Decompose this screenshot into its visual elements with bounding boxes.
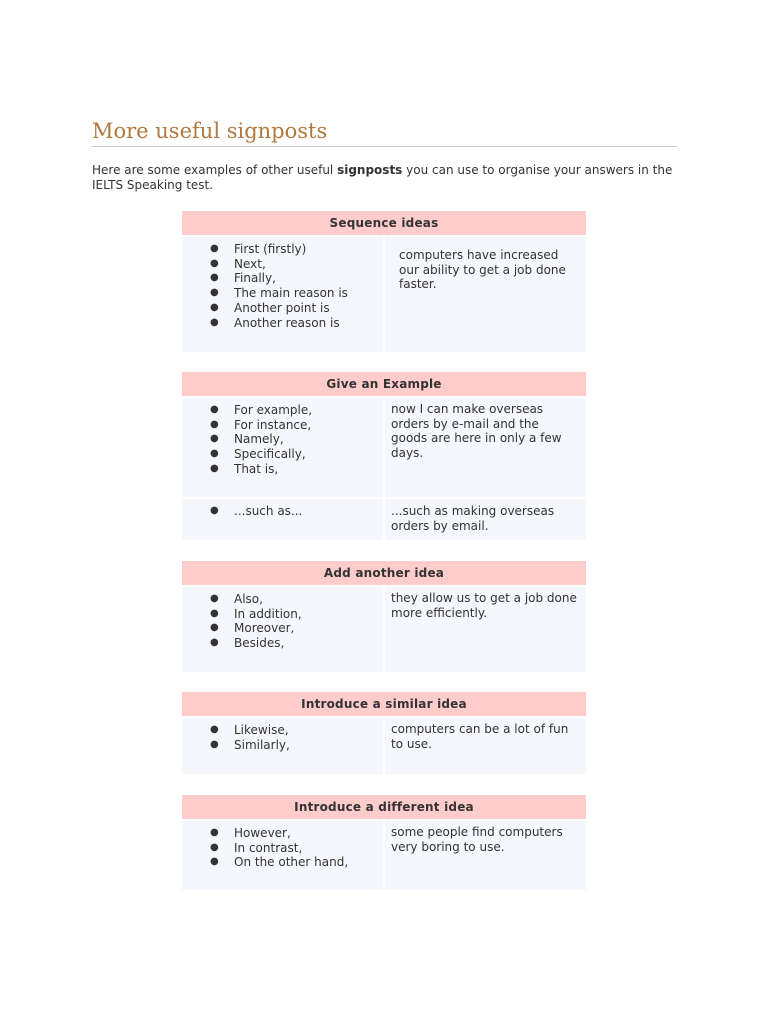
intro-text-start: Here are some examples of other useful (92, 163, 338, 177)
signpost-list-cell (182, 499, 383, 540)
list-item: ● For instance, (210, 417, 312, 432)
bullet-icon: ● (210, 827, 219, 838)
list-item: ● In contrast, (210, 840, 303, 855)
list-item: ● However, (210, 826, 291, 840)
signpost-table-example (182, 372, 586, 540)
table-row (182, 821, 586, 890)
intro-paragraph (92, 163, 682, 192)
list-item: ● For example, (210, 403, 313, 417)
signpost-table-add-idea (182, 561, 586, 672)
signpost-list (182, 718, 383, 752)
bullet-icon: ● (210, 738, 219, 750)
page-title: More useful signposts (92, 116, 677, 147)
example-cell: some people find computers very boring to use. (385, 821, 586, 890)
signpost-table-similar-idea (182, 692, 586, 774)
bullet-icon: ● (210, 841, 219, 853)
bullet-icon: ● (210, 272, 219, 284)
list-item: ● Besides, (210, 636, 285, 651)
example-cell: they allow us to get a job done more efficiently. (385, 587, 586, 672)
signpost-list-cell (182, 237, 383, 352)
list-item: ● Another point is (210, 300, 330, 315)
table-heading: Introduce a different idea (182, 795, 586, 819)
table-heading: Add another idea (182, 561, 586, 585)
bullet-icon: ● (210, 433, 219, 445)
signpost-list-cell (182, 821, 383, 890)
list-item: ● Specifically, (210, 447, 306, 462)
bullet-icon: ● (210, 462, 219, 474)
list-item: ● That is, (210, 461, 279, 476)
bullet-icon: ● (210, 243, 219, 254)
table-row (182, 718, 586, 774)
bullet-icon: ● (210, 622, 219, 634)
table-row (182, 398, 586, 497)
example-cell: now I can make overseas orders by e-mail and the goods are here in only a few days. (385, 398, 586, 497)
bullet-icon: ● (210, 856, 219, 868)
example-cell: computers have increased our ability to get a job done faster. (385, 237, 586, 352)
signpost-list (182, 821, 383, 870)
signpost-list (182, 237, 383, 330)
list-item: ● ...such as... (210, 504, 303, 518)
intro-text-end: you can use to organise your answers in the IELTS Speaking test. (92, 163, 673, 192)
list-item: ● Finally, (210, 271, 276, 286)
signpost-table-sequence (182, 211, 586, 352)
table-row (182, 499, 586, 540)
list-item: ● On the other hand, (210, 855, 349, 870)
list-item: ● Similarly, (210, 737, 290, 752)
list-item: ● The main reason is (210, 286, 348, 301)
list-item: ● Another reason is (210, 315, 340, 330)
bullet-icon: ● (210, 404, 219, 415)
table-heading: Give an Example (182, 372, 586, 396)
signpost-list-cell (182, 718, 383, 774)
list-item: ● Next, (210, 256, 266, 271)
bullet-icon: ● (210, 301, 219, 313)
signpost-list (182, 398, 383, 477)
list-item: ● Moreover, (210, 621, 295, 636)
intro-bold-term: signposts (337, 163, 403, 177)
bullet-icon: ● (210, 637, 219, 649)
bullet-icon: ● (210, 257, 219, 269)
signpost-list-cell (182, 587, 383, 672)
bullet-icon: ● (210, 724, 219, 735)
bullet-icon: ● (210, 287, 219, 299)
signpost-table-different-idea (182, 795, 586, 890)
table-heading: Introduce a similar idea (182, 692, 586, 716)
signpost-list (182, 499, 383, 519)
bullet-icon: ● (210, 593, 219, 604)
list-item: ● Also, (210, 592, 263, 606)
list-item: ● First (firstly) (210, 242, 307, 256)
list-item: ● In addition, (210, 606, 302, 621)
example-cell: ...such as making overseas orders by email. (385, 499, 586, 540)
table-heading: Sequence ideas (182, 211, 586, 235)
example-cell: computers can be a lot of fun to use. (385, 718, 586, 774)
table-row (182, 587, 586, 672)
bullet-icon: ● (210, 448, 219, 460)
list-item: ● Likewise, (210, 723, 289, 737)
table-row (182, 237, 586, 352)
bullet-icon: ● (210, 316, 219, 328)
bullet-icon: ● (210, 418, 219, 430)
bullet-icon: ● (210, 505, 219, 516)
signpost-list (182, 587, 383, 651)
signpost-list-cell (182, 398, 383, 497)
list-item: ● Namely, (210, 432, 284, 447)
bullet-icon: ● (210, 607, 219, 619)
